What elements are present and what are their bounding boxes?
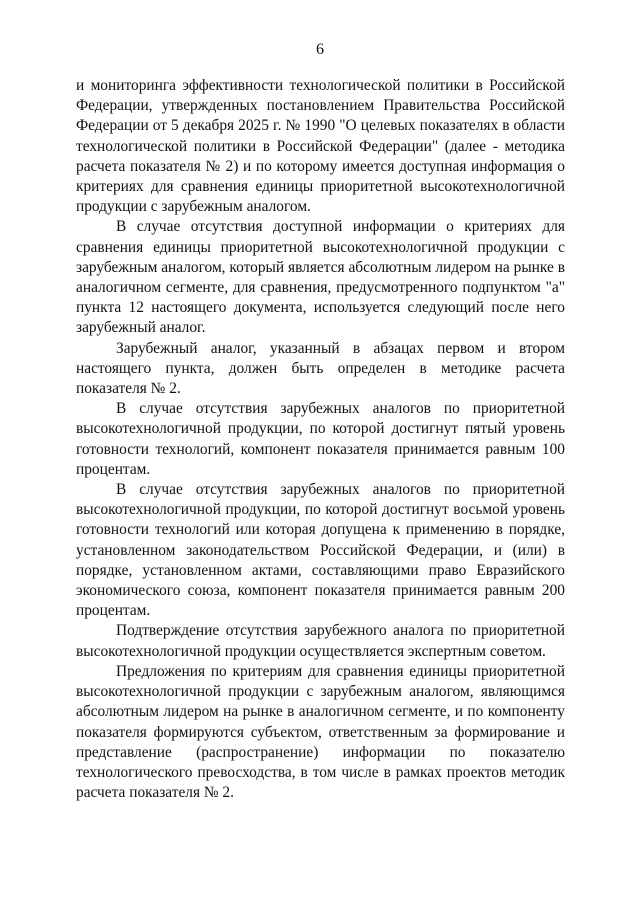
paragraph-expert-council: Подтверждение отсутствия зарубежного аналога по приоритетной высокотехнологичной продукции осуществляется экспертным советом. xyxy=(76,622,565,660)
document-body xyxy=(76,76,565,803)
paragraph-foreign-analog-definition: Зарубежный аналог, указанный в абзацах первом и втором настоящего пункта, должен быть определен в методике расчета показателя № 2. xyxy=(76,339,565,398)
paragraph-eighth-readiness-level: В случае отсутствия зарубежных аналогов по приоритетной высокотехнологичной продукции, по которой достигнут восьмой уровень готовности технологий или которая допущена к применению в порядке, установленном законодательством Российской Федерации, и (или) в порядке, установленном актами, составляющими право Евразийского экономического союза, компонент показателя принимается равным 200 процентам. xyxy=(76,481,565,620)
page-number: 6 xyxy=(316,41,324,58)
paragraph-proposals: Предложения по критериям для сравнения единицы приоритетной высокотехнологичной продукции с зарубежным аналогом, являющимся абсолютным лидером на рынке в аналогичном сегменте, и по компоненту показателя формируются субъектом, ответственным за формирование и представление (распространение) информации по показателю технологического превосходства, в том числе в рамках проектов методик расчета показателя № 2. xyxy=(76,662,565,802)
paragraph-continuation: и мониторинга эффективности технологической политики в Российской Федерации, утвержденных постановлением Правительства Российской Федерации от 5 декабря 2025 г. № 1990 "О целевых показателях в области технологической политики в Российской Федерации" (далее - методика расчета показателя № 2) и по которому имеется доступная информация о критериях для сравнения единицы приоритетной высокотехнологичной продукции с зарубежным аналогом. xyxy=(76,77,565,216)
paragraph-fifth-readiness-level: В случае отсутствия зарубежных аналогов по приоритетной высокотехнологичной продукции, по которой достигнут пятый уровень готовности технологий, компонент показателя принимается равным 100 процентам. xyxy=(76,400,565,478)
paragraph-no-info-criteria: В случае отсутствия доступной информации о критериях для сравнения единицы приоритетной высокотехнологичной продукции с зарубежным аналогом, который является абсолютным лидером на рынке в аналогичном сегменте, для сравнения, предусмотренного подпунктом "а" пункта 12 настоящего документа, используется следующий после него зарубежный аналог. xyxy=(76,218,565,337)
